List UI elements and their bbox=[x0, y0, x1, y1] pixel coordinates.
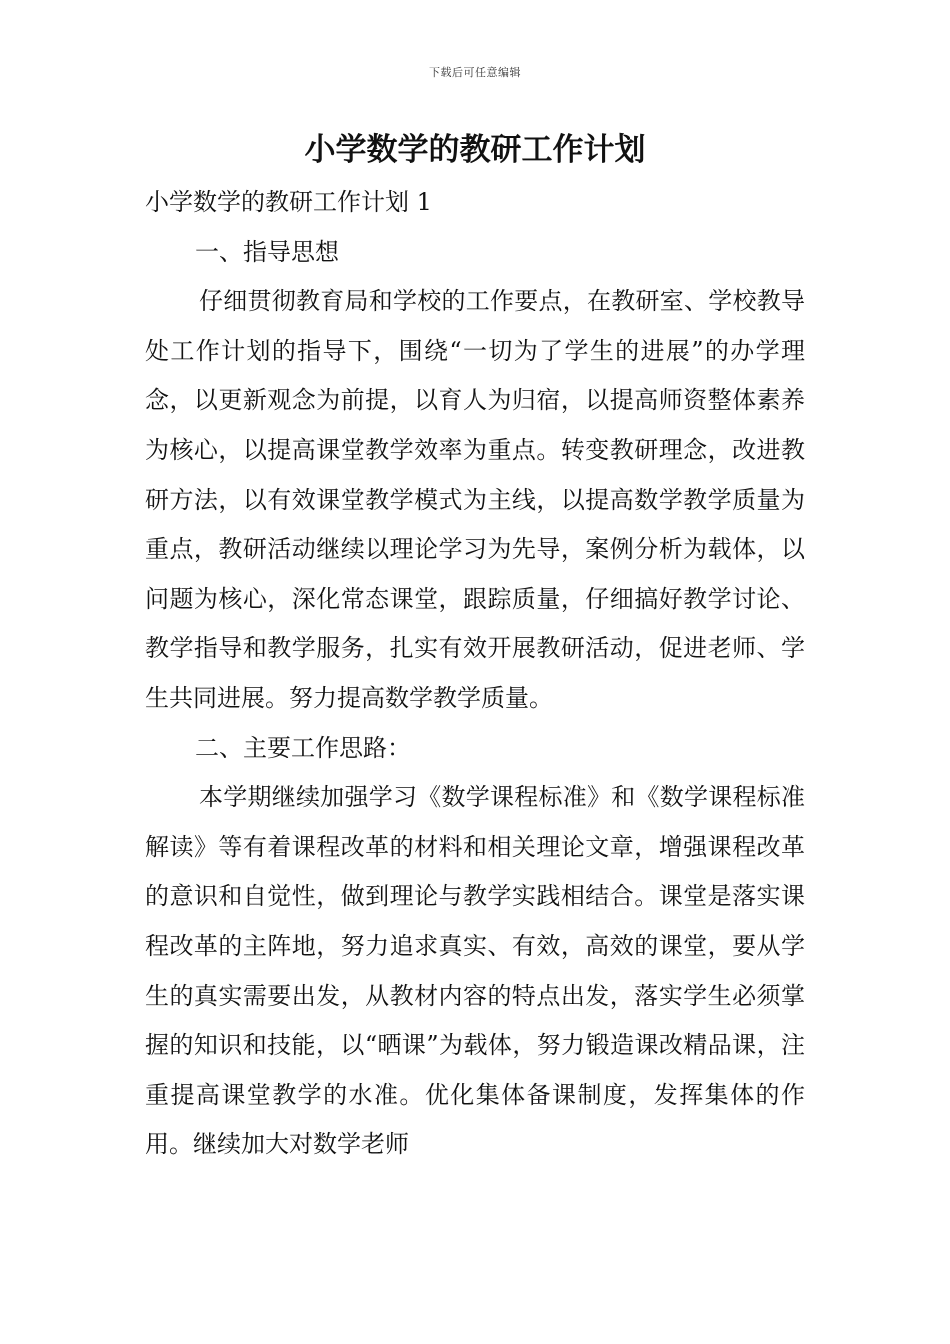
document-title: 小学数学的教研工作计划 bbox=[304, 132, 646, 168]
paragraph-guiding-thought: 仔细贯彻教育局和学校的工作要点，在教研室、学校教导处工作计划的指导下，围绕“一切为了学生的进展”的办学理念，以更新观念为前提，以育人为归宿，以提高师资整体素养为核心，以提高课堂教学效率为重点。转变教研理念，改进教研方法，以有效课堂教学模式为主线，以提高数学教学质量为重点，教研活动继续以理论学习为先导，案例分析为载体，以问题为核心，深化常态课堂，跟踪质量，仔细搞好教学讨论、教学指导和教学服务，扎实有效开展教研活动，促进老师、学生共同进展。努力提高数学教学质量。 bbox=[145, 287, 805, 712]
subtitle: 小学数学的教研工作计划 1 bbox=[145, 188, 432, 216]
header-note: 下载后可任意编辑 bbox=[429, 66, 521, 79]
document-body bbox=[145, 178, 805, 1170]
paragraph-work-ideas: 本学期继续加强学习《数学课程标准》和《数学课程标准解读》等有着课程改革的材料和相关理论文章，增强课程改革的意识和自觉性，做到理论与教学实践相结合。课堂是落实课程改革的主阵地，努力追求真实、有效，高效的课堂，要从学生的真实需要出发，从教材内容的特点出发，落实学生必须掌握的知识和技能，以“晒课”为载体，努力锻造课改精品课，注重提高课堂教学的水准。优化集体备课制度，发挥集体的作用。继续加大对数学老师 bbox=[145, 783, 805, 1159]
section-heading-guiding-thought: 一、指导思想 bbox=[195, 237, 339, 266]
section-heading-work-ideas: 二、主要工作思路： bbox=[195, 733, 411, 762]
